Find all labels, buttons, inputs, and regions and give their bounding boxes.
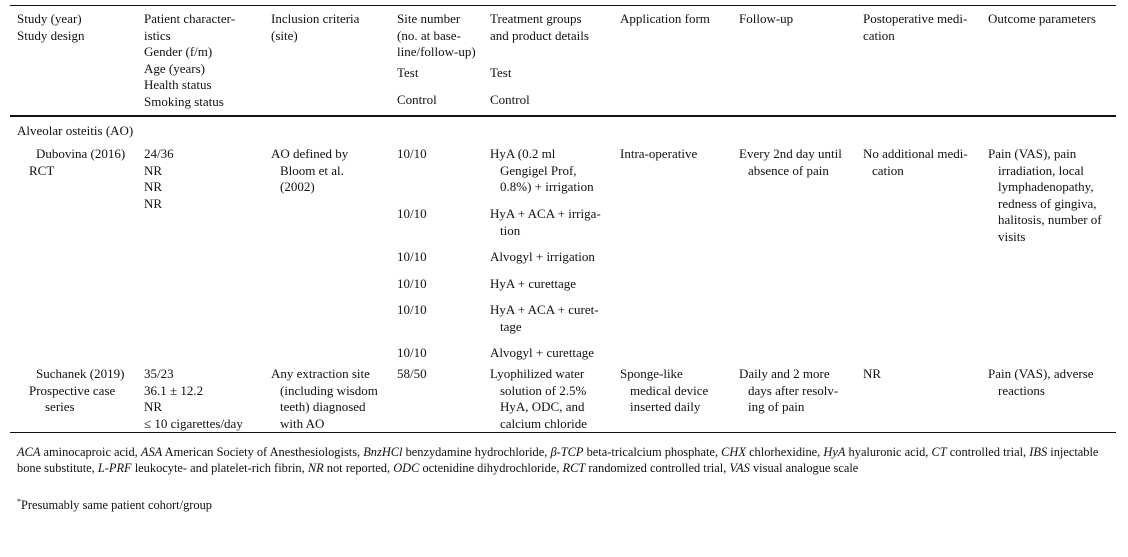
- treatment-text: HyA + curettage: [490, 276, 577, 291]
- followup-text: days after resolv-: [748, 382, 839, 398]
- abbr-term: BnzHCl: [363, 445, 403, 459]
- inclusion-text: Any extraction site: [271, 366, 370, 381]
- treatment-text: HyA (0.2 ml: [490, 146, 556, 161]
- followup-text: ing of pain: [748, 399, 805, 414]
- medication-text: No additional medi-: [863, 146, 968, 161]
- patient-health: NR: [144, 399, 163, 414]
- abbr-definition: hyaluronic acid,: [848, 445, 929, 459]
- treatment-text: Gengigel Prof,: [500, 162, 577, 178]
- treatment-text: tage: [500, 318, 522, 334]
- abbr-definition: visual analogue scale: [752, 461, 859, 475]
- column-header-followup: Follow-up: [739, 11, 794, 26]
- abbr-term: CHX: [721, 445, 746, 459]
- header-text: Site number: [397, 11, 461, 26]
- inclusion-text: (2002): [280, 179, 315, 194]
- treatment-text: HyA + ACA + irriga-: [490, 206, 601, 221]
- abbr-term: VAS: [729, 461, 750, 475]
- header-text: Study design: [17, 27, 85, 43]
- outcome-text: irradiation, local: [998, 162, 1084, 178]
- abbr-definition: benzydamine hydrochloride,: [405, 445, 548, 459]
- abbr-definition: aminocaproic acid,: [43, 445, 138, 459]
- medication-text: NR: [863, 366, 882, 381]
- study-name: Dubovina (2016): [36, 146, 126, 161]
- header-text: istics: [144, 27, 171, 43]
- site-number: 58/50: [397, 366, 427, 381]
- abbreviations-footnote: [17, 444, 1117, 476]
- followup-text: Every 2nd day until: [739, 146, 842, 161]
- abbr-definition: randomized controlled trial,: [588, 461, 727, 475]
- study-design: series: [45, 399, 75, 414]
- abbr-term: ASA: [140, 445, 163, 459]
- header-text: Treatment groups: [490, 11, 582, 26]
- patient-age: 36.1 ± 12.2: [144, 382, 204, 398]
- abbr-definition: injectable bone substitute,: [17, 445, 1099, 475]
- abbr-term: NR: [307, 461, 324, 475]
- section-title: Alveolar osteitis (AO): [17, 123, 134, 138]
- header-text: Patient character-: [144, 11, 236, 26]
- application-form: Sponge-like: [620, 366, 683, 381]
- treatment-text: 0.8%) + irrigation: [500, 179, 594, 194]
- header-text: and product details: [490, 27, 589, 43]
- patient-smoking: ≤ 10 cigarettes/day: [144, 415, 243, 431]
- treatment-text: Alvogyl + curettage: [490, 345, 595, 360]
- study-name: Suchanek (2019): [36, 366, 125, 381]
- patient-gender: 35/23: [144, 366, 174, 381]
- abbr-term: CT: [931, 445, 947, 459]
- treatment-text: calcium chloride: [500, 415, 587, 431]
- header-text: Health status: [144, 77, 212, 92]
- header-text: Inclusion criteria: [271, 11, 360, 26]
- inclusion-text: Bloom et al.: [280, 162, 344, 178]
- abbr-definition: not reported,: [326, 461, 391, 475]
- inclusion-text: (including wisdom: [280, 382, 378, 398]
- site-number: 10/10: [397, 345, 427, 360]
- header-text: Test: [397, 64, 419, 80]
- abbr-definition: American Society of Anesthesiologists,: [164, 445, 361, 459]
- cohort-footnote: [17, 497, 1117, 513]
- site-number: 10/10: [397, 146, 427, 161]
- abbr-definition: controlled trial,: [949, 445, 1027, 459]
- header-text: (site): [271, 27, 298, 43]
- column-header-outcome: Outcome parameters: [988, 11, 1096, 26]
- abbr-definition: octenidine dihydrochloride,: [422, 461, 560, 475]
- footnote-text: Presumably same patient cohort/group: [21, 498, 212, 512]
- inclusion-text: with AO: [280, 415, 325, 431]
- abbr-term: ACA: [17, 445, 41, 459]
- header-text: Smoking status: [144, 93, 224, 109]
- treatment-text: Lyophilized water: [490, 366, 585, 381]
- patient-age: NR: [144, 162, 163, 178]
- treatment-text: Alvogyl + irrigation: [490, 249, 595, 264]
- header-text: Study (year): [17, 11, 82, 26]
- study-design: RCT: [29, 162, 55, 178]
- application-form: inserted daily: [630, 399, 701, 414]
- header-text: Control: [490, 91, 530, 107]
- outcome-text: Pain (VAS), adverse: [988, 366, 1094, 381]
- abbr-term: L-PRF: [97, 461, 132, 475]
- outcome-text: lymphadenopathy,: [998, 179, 1094, 194]
- abbr-definition: leukocyte- and platelet-rich fibrin,: [134, 461, 305, 475]
- application-form: medical device: [630, 382, 709, 398]
- abbr-term: ODC: [393, 461, 420, 475]
- treatment-text: HyA + ACA + curet-: [490, 302, 599, 317]
- header-text: Postoperative medi-: [863, 11, 968, 26]
- abbr-term: RCT: [562, 461, 586, 475]
- patient-health: NR: [144, 179, 163, 194]
- followup-text: absence of pain: [748, 162, 829, 178]
- site-number: 10/10: [397, 302, 427, 317]
- followup-text: Daily and 2 more: [739, 366, 830, 381]
- header-bottom-rule: [10, 115, 1116, 117]
- treatment-text: tion: [500, 222, 521, 238]
- inclusion-text: teeth) diagnosed: [280, 399, 366, 414]
- header-text: cation: [863, 27, 895, 43]
- outcome-text: visits: [998, 228, 1026, 244]
- abbr-definition: beta-tricalcium phosphate,: [586, 445, 719, 459]
- abbr-term: HyA: [823, 445, 846, 459]
- study-design: Prospective case: [29, 382, 116, 398]
- header-text: line/follow-up): [397, 44, 476, 59]
- site-number: 10/10: [397, 206, 427, 221]
- outcome-text: Pain (VAS), pain: [988, 146, 1077, 161]
- header-text: Test: [490, 64, 512, 80]
- outcome-text: reactions: [998, 382, 1045, 398]
- abbr-term: β-TCP: [550, 445, 584, 459]
- medication-text: cation: [872, 162, 904, 178]
- inclusion-text: AO defined by: [271, 146, 349, 161]
- treatment-text: solution of 2.5%: [500, 382, 587, 398]
- header-text: Gender (f/m): [144, 44, 213, 59]
- column-header-application: Application form: [620, 11, 710, 26]
- abbr-term: IBS: [1029, 445, 1048, 459]
- site-number: 10/10: [397, 249, 427, 264]
- abbr-definition: chlorhexidine,: [749, 445, 821, 459]
- header-text: Age (years): [144, 60, 205, 76]
- header-text: Control: [397, 91, 437, 107]
- treatment-text: HyA, ODC, and: [500, 399, 585, 414]
- footnote-marker: *: [17, 496, 21, 506]
- patient-gender: 24/36: [144, 146, 174, 161]
- table-bottom-rule: [10, 432, 1116, 433]
- patient-smoking: NR: [144, 195, 163, 211]
- site-number: 10/10: [397, 276, 427, 291]
- application-form: Intra-operative: [620, 146, 698, 161]
- outcome-text: redness of gingiva,: [998, 195, 1097, 211]
- header-text: (no. at base-: [397, 27, 461, 43]
- table-top-rule: [10, 5, 1116, 6]
- outcome-text: halitosis, number of: [998, 212, 1102, 227]
